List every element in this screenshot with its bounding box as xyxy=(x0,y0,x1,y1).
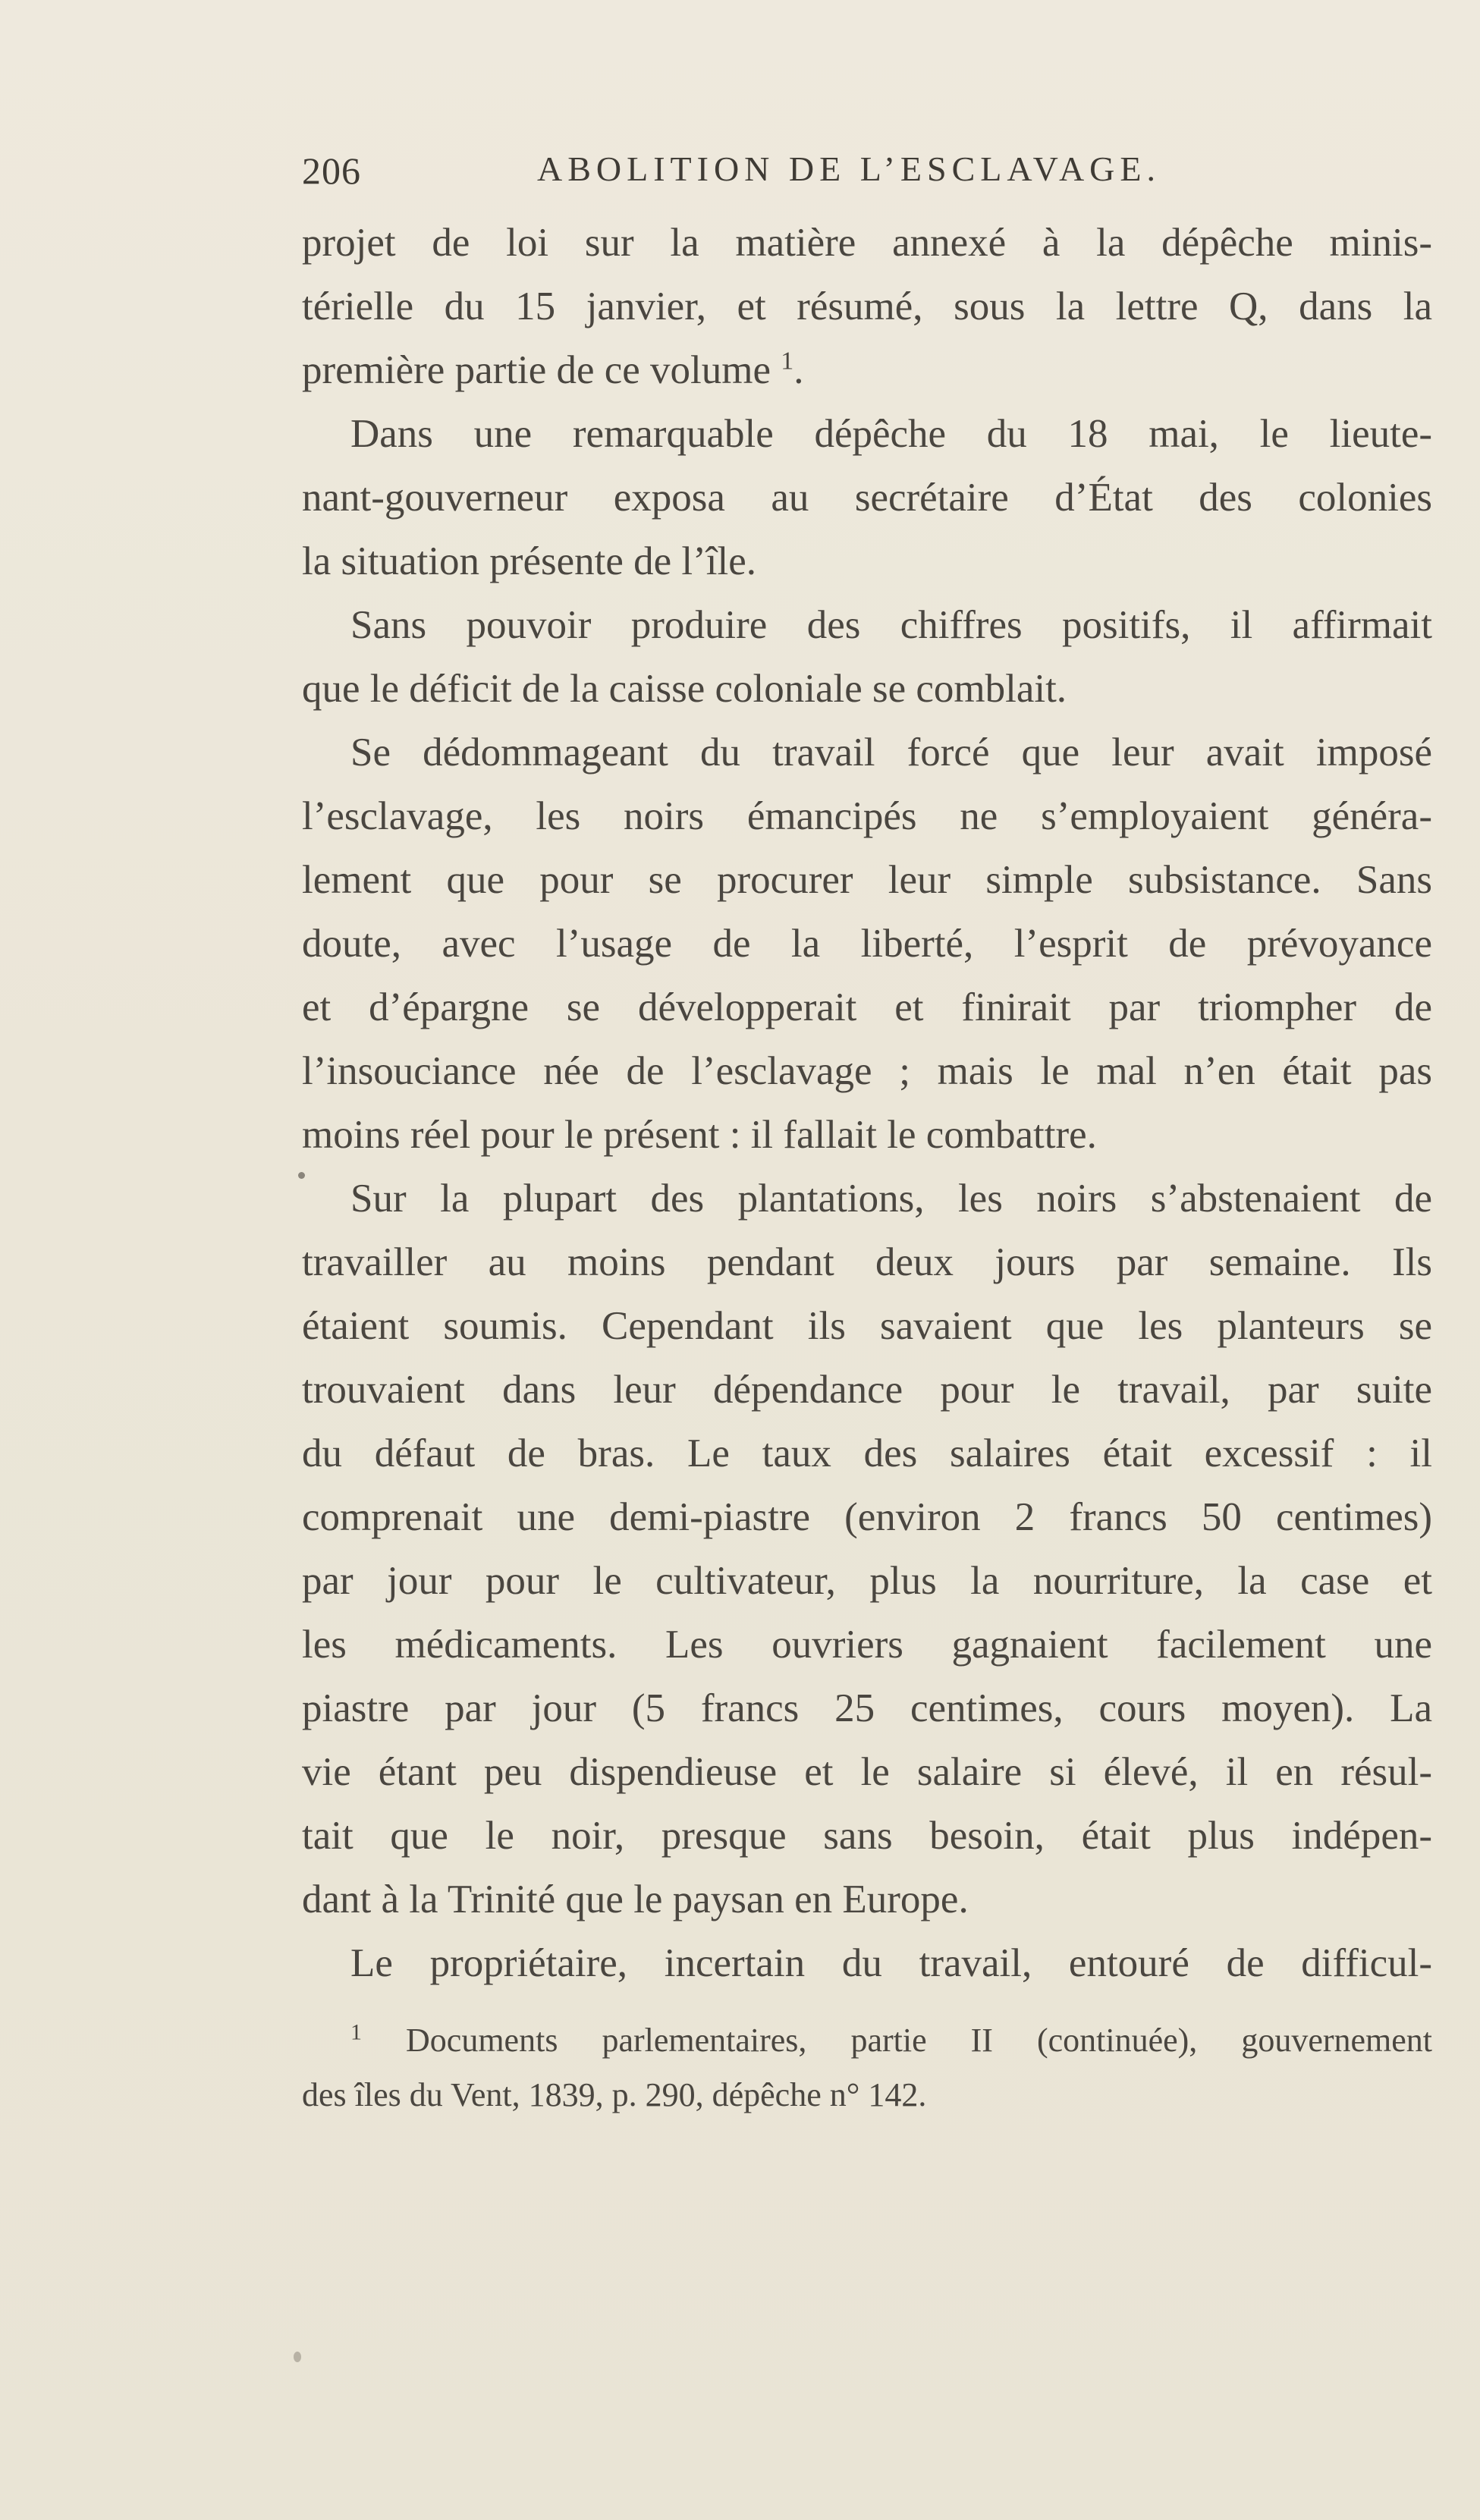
text-line: Le propriétaire, incertain du travail, entouré de difficul- xyxy=(350,1941,1432,1985)
text-line: projet de loi sur la matière annexé à la dépêche minis- xyxy=(302,221,1432,265)
text-line: étaient soumis. Cependant ils savaient que les planteurs se xyxy=(302,1304,1432,1348)
text-line: dant à la Trinité que le paysan en Europe. xyxy=(302,1877,969,1921)
body-text xyxy=(302,211,1432,1995)
text-line: lement que pour se procurer leur simple subsistance. Sans xyxy=(302,858,1432,902)
text-line: trouvaient dans leur dépendance pour le travail, par suite xyxy=(302,1368,1432,1412)
text-line: l’esclavage, les noirs émancipés ne s’employaient généra- xyxy=(302,794,1432,838)
text-line: nant-gouverneur exposa au secrétaire d’État des colonies xyxy=(302,476,1432,520)
running-header xyxy=(302,144,1432,211)
stray-ink-mark xyxy=(294,2352,301,2362)
text-line: du défaut de bras. Le taux des salaires était excessif : il xyxy=(302,1431,1432,1475)
text-line: doute, avec l’usage de la liberté, l’esprit de prévoyance xyxy=(302,922,1432,966)
text-line: travailler au moins pendant deux jours par semaine. Ils xyxy=(302,1240,1432,1284)
footnote-line xyxy=(302,2013,1432,2068)
text-line: que le déficit de la caisse coloniale se comblait. xyxy=(302,667,1067,711)
text-line: Sur la plupart des plantations, les noirs s’abstenaient de xyxy=(350,1177,1432,1221)
text-line: Dans une remarquable dépêche du 18 mai, le lieute- xyxy=(350,412,1432,456)
text-line: térielle du 15 janvier, et résumé, sous la lettre Q, dans la xyxy=(302,284,1432,328)
text-line: la situation présente de l’île. xyxy=(302,539,756,583)
text-line: et d’épargne se développerait et finirait par triompher de xyxy=(302,985,1432,1029)
text-line-content: première partie de ce volume xyxy=(302,348,771,392)
text-line: par jour pour le cultivateur, plus la nourriture, la case et xyxy=(302,1559,1432,1603)
text-line: moins réel pour le présent : il fallait le combattre. xyxy=(302,1113,1097,1157)
text-line: les médicaments. Les ouvriers gagnaient facilement une xyxy=(302,1623,1432,1667)
footnotes xyxy=(302,2013,1432,2123)
text-line: tait que le noir, presque sans besoin, était plus indépen- xyxy=(302,1814,1432,1858)
text-block xyxy=(302,144,1432,2123)
text-line: l’insouciance née de l’esclavage ; mais le mal n’en était pas xyxy=(302,1049,1432,1093)
text-line: piastre par jour (5 francs 25 centimes, cours moyen). La xyxy=(302,1686,1432,1730)
page-number: 206 xyxy=(302,149,361,192)
footnote-mark: 1 xyxy=(350,2019,362,2045)
margin-dot xyxy=(298,1172,305,1179)
text-line: Se dédommageant du travail forcé que leur avait imposé xyxy=(350,731,1432,775)
text-line: première partie de ce volume $^1$. xyxy=(302,347,804,392)
running-title: ABOLITION DE L’ESCLAVAGE. xyxy=(537,149,1161,188)
text-line: comprenait une demi-piastre (environ 2 francs 50 centimes) xyxy=(302,1495,1432,1539)
text-line: vie étant peu dispendieuse et le salaire si élevé, il en résul- xyxy=(302,1750,1432,1794)
footnote-reference: 1 xyxy=(781,347,794,375)
text-line: Sans pouvoir produire des chiffres positifs, il affirmait xyxy=(350,603,1432,647)
footnote-line: des îles du Vent, 1839, p. 290, dépêche n° 142. xyxy=(302,2076,927,2113)
footnote-text: Documents parlementaires, partie II (continuée), gouvernement xyxy=(406,2022,1433,2059)
